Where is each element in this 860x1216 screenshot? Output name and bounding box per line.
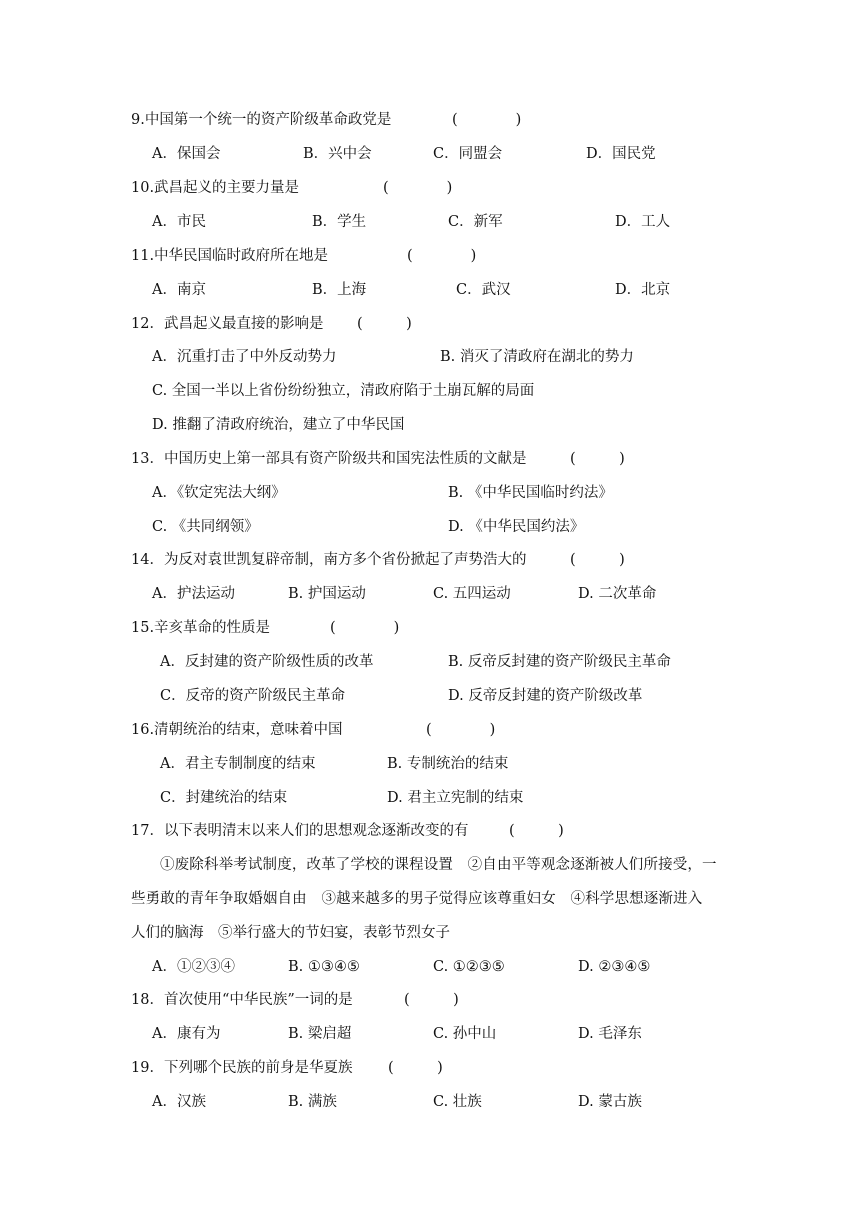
question-16-stem: 16.清朝统治的结束，意味着中国 (131, 722, 343, 738)
question-15-option-d: D. 反帝反封建的资产阶级改革 (448, 688, 643, 704)
question-9-option-d: D．国民党 (586, 146, 656, 162)
question-10-stem: 10.武昌起义的主要力量是 (131, 180, 300, 196)
question-15-answer-blank: ( ) (330, 620, 400, 636)
question-19-answer-blank: ( ) (388, 1060, 443, 1076)
question-9-stem: 9.中国第一个统一的资产阶级革命政党是 (131, 112, 392, 128)
question-18-answer-blank: ( ) (404, 992, 459, 1008)
question-17-body-line-3: 人们的脑海 ⑤举行盛大的节妇宴，表彰节烈女子 (131, 925, 450, 941)
question-14-option-d: D. 二次革命 (578, 586, 657, 602)
question-16-option-d: D. 君主立宪制的结束 (387, 790, 524, 806)
question-11-option-b: B．上海 (312, 282, 367, 298)
question-17-answer-blank: ( ) (509, 823, 564, 839)
question-16-option-c: C．封建统治的结束 (160, 790, 288, 806)
question-14-option-a: A．护法运动 (152, 586, 235, 602)
question-17-option-d: D. ②③④⑤ (578, 959, 651, 975)
question-15-option-c: C．反帝的资产阶级民主革命 (160, 688, 346, 704)
question-10-answer-blank: ( ) (383, 180, 453, 196)
question-15-stem: 15.辛亥革命的性质是 (131, 620, 271, 636)
question-13-stem: 13．中国历史上第一部具有资产阶级共和国宪法性质的文献是 (131, 451, 527, 467)
question-17-body-line-2: 些勇敢的青年争取婚姻自由 ③越来越多的男子觉得应该尊重妇女 ④科学思想逐渐进入 (131, 891, 703, 907)
question-12-answer-blank: ( ) (357, 316, 412, 332)
question-12-option-d: D. 推翻了清政府统治，建立了中华民国 (152, 417, 405, 433)
question-12-option-c: C. 全国一半以上省份纷纷独立，清政府陷于土崩瓦解的局面 (152, 383, 535, 399)
question-18-option-c: C. 孙中山 (433, 1026, 497, 1042)
question-10-option-a: A．市民 (152, 214, 206, 230)
question-13-option-d: D. 《中华民国约法》 (448, 519, 585, 535)
question-15-option-b: B. 反帝反封建的资产阶级民主革命 (448, 654, 671, 670)
question-18-option-d: D. 毛泽东 (578, 1026, 642, 1042)
question-13-answer-blank: ( ) (570, 451, 625, 467)
question-18-option-a: A．康有为 (152, 1026, 221, 1042)
question-12-option-b: B. 消灭了清政府在湖北的势力 (440, 349, 634, 365)
question-18-stem: 18．首次使用“中华民族”一词的是 (131, 992, 353, 1008)
question-14-answer-blank: ( ) (570, 552, 625, 568)
question-14-option-b: B. 护国运动 (288, 586, 366, 602)
question-19-stem: 19．下列哪个民族的前身是华夏族 (131, 1060, 353, 1076)
question-16-answer-blank: ( ) (426, 722, 496, 738)
question-11-answer-blank: ( ) (407, 248, 477, 264)
question-13-option-c: C. 《共同纲领》 (152, 519, 259, 535)
question-9-option-c: C．同盟会 (433, 146, 503, 162)
question-14-stem: 14．为反对袁世凯复辟帝制，南方多个省份掀起了声势浩大的 (131, 552, 527, 568)
question-10-option-c: C．新军 (448, 214, 503, 230)
question-9-answer-blank: ( ) (452, 112, 522, 128)
question-16-option-a: A．君主专制制度的结束 (160, 756, 316, 772)
question-19-option-a: A．汉族 (152, 1094, 206, 1110)
question-11-option-d: D．北京 (615, 282, 671, 298)
question-9-option-a: A．保国会 (152, 146, 221, 162)
question-17-option-b: B. ①③④⑤ (288, 959, 360, 975)
question-11-option-c: C．武汉 (456, 282, 511, 298)
question-17-body-line-1: ①废除科举考试制度，改革了学校的课程设置 ②自由平等观念逐渐被人们所接受，一 (160, 857, 717, 873)
question-12-option-a: A．沉重打击了中外反动势力 (152, 349, 337, 365)
question-12-stem: 12．武昌起义最直接的影响是 (131, 316, 324, 332)
question-10-option-b: B．学生 (312, 214, 367, 230)
question-9-option-b: B．兴中会 (303, 146, 372, 162)
question-11-stem: 11.中华民国临时政府所在地是 (131, 248, 329, 264)
question-13-option-a: A．《钦定宪法大纲》 (152, 485, 286, 501)
question-10-option-d: D．工人 (615, 214, 671, 230)
question-17-stem: 17．以下表明清末以来人们的思想观念逐渐改变的有 (131, 823, 469, 839)
question-18-option-b: B. 梁启超 (288, 1026, 352, 1042)
question-13-option-b: B. 《中华民国临时约法》 (448, 485, 613, 501)
question-15-option-a: A．反封建的资产阶级性质的改革 (160, 654, 374, 670)
question-14-option-c: C. 五四运动 (433, 586, 511, 602)
question-16-option-b: B. 专制统治的结束 (387, 756, 509, 772)
question-19-option-b: B. 满族 (288, 1094, 337, 1110)
question-19-option-d: D. 蒙古族 (578, 1094, 642, 1110)
question-17-option-a: A．①②③④ (152, 959, 235, 975)
question-19-option-c: C. 壮族 (433, 1094, 482, 1110)
question-17-option-c: C. ①②③⑤ (433, 959, 505, 975)
question-11-option-a: A．南京 (152, 282, 206, 298)
